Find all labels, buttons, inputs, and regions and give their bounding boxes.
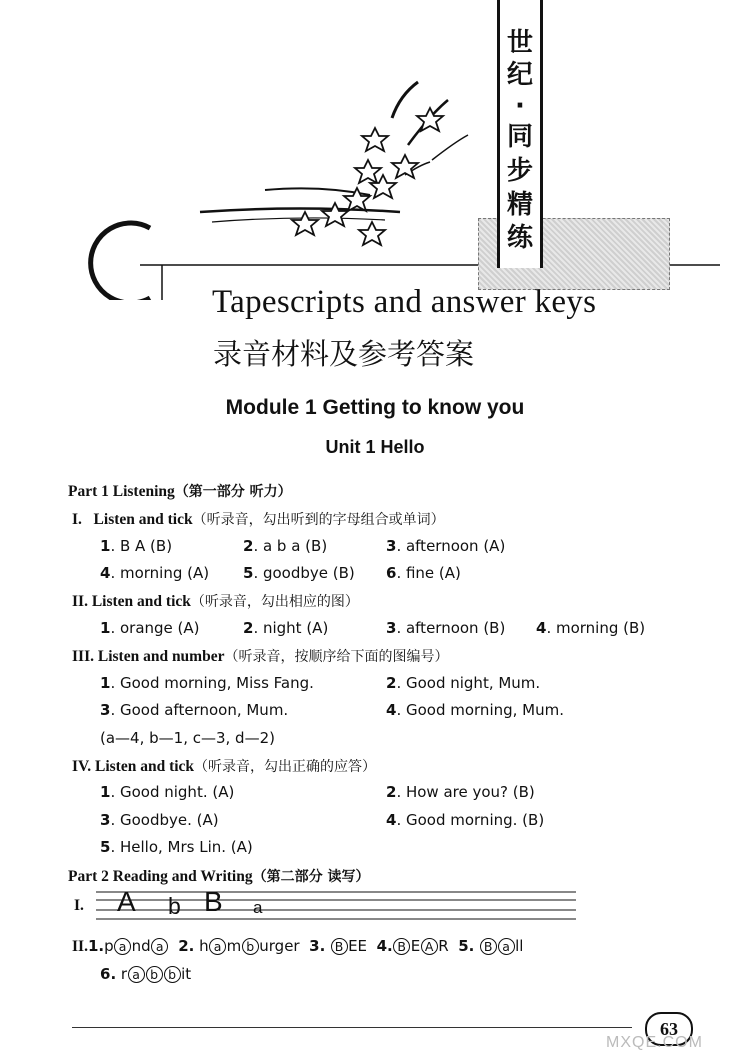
section-instruction: Listen and tick (91, 593, 191, 610)
item-number: 3 (386, 537, 397, 555)
item-number: 1 (100, 783, 111, 801)
item-number: 4 (100, 564, 111, 582)
handwritten-letter: b (168, 893, 181, 919)
answer-text: . Good morning. (B) (396, 811, 545, 829)
star (292, 212, 318, 235)
answer-row (100, 537, 172, 555)
answer-row (100, 564, 209, 582)
circled-letter: b (164, 966, 181, 983)
section-roman: IV. (72, 758, 92, 775)
answer-text: . Good afternoon, Mum. (110, 701, 289, 719)
banner-char: 精 (506, 190, 533, 220)
circled-letter: b (242, 938, 259, 955)
answer-row (386, 619, 505, 637)
section-2-heading (72, 591, 359, 611)
item-number: 4 (386, 701, 397, 719)
section-instruction-cn: （听录音，勾出相应的图） (190, 594, 359, 610)
circled-letter: B (480, 938, 497, 955)
item-number: 3 (100, 811, 111, 829)
banner-char: · (515, 91, 525, 121)
answer-text: . afternoon (B) (396, 619, 506, 637)
writing-2-row: II.1.p a nd a 2. h a m b urger 3. B EE 4. B E A R 5. B a ll (72, 937, 524, 955)
answer-text: . B A (B) (110, 537, 173, 555)
answer-row (100, 783, 234, 801)
item-number: 5 (100, 838, 111, 856)
star (362, 128, 388, 151)
c-arc (91, 223, 150, 300)
writing-2-row: 6. r a b b it (100, 965, 192, 983)
circled-letter: a (209, 938, 226, 955)
part2-label: Part 2 Reading and Writing (68, 868, 253, 885)
handwritten-letter: a (253, 898, 263, 917)
banner-char: 同 (506, 122, 533, 152)
banner-char: 练 (506, 223, 533, 253)
section-4-heading (72, 756, 376, 776)
section-1-heading (72, 509, 445, 529)
answer-row (243, 537, 327, 555)
side-banner (497, 0, 543, 268)
answer-row (100, 811, 219, 829)
section-instruction-cn: （听录音，按顺序给下面的图编号） (224, 649, 449, 665)
item-number: 4 (536, 619, 547, 637)
circled-letter: a (128, 966, 145, 983)
item-number: 4 (386, 811, 397, 829)
item-number: 6 (100, 965, 111, 983)
star (359, 222, 385, 245)
watermark: MXQE.COM (606, 1034, 703, 1051)
section-roman: III. (72, 648, 94, 665)
answer-text: . fine (A) (396, 564, 461, 582)
item-number: 3 (309, 937, 320, 955)
answer-text: . Good night, Mum. (396, 674, 541, 692)
answer-row (386, 811, 544, 829)
answer-text: . a b a (B) (253, 537, 328, 555)
item-number: 1 (100, 537, 111, 555)
page-number: 63 (645, 1012, 693, 1046)
item-number: 1 (87, 937, 99, 955)
star (322, 203, 348, 226)
item-number: 3 (100, 701, 111, 719)
part1-heading (68, 481, 292, 501)
answer-row (386, 783, 535, 801)
answer-text: . Goodbye. (A) (110, 811, 219, 829)
answer-text: . morning (A) (110, 564, 210, 582)
section-instruction-cn: （听录音，勾出听到的字母组合或单词） (192, 512, 445, 528)
answer-text: . orange (A) (110, 619, 200, 637)
circled-letter: B (393, 938, 410, 955)
section-3-heading (72, 646, 448, 666)
section-instruction: Listen and tick (93, 511, 193, 528)
circled-letter: a (498, 938, 515, 955)
item-number: 1 (100, 619, 111, 637)
answer-row (536, 619, 645, 637)
answer-text: . morning (B) (546, 619, 646, 637)
handwritten-letter: B (204, 886, 223, 917)
item-number: 2 (386, 783, 397, 801)
answer-row (386, 537, 505, 555)
page-subtitle: 录音材料及参考答案 (213, 337, 475, 371)
star (355, 160, 381, 183)
unit-title: Unit 1 Hello (325, 437, 425, 457)
circled-letter: a (151, 938, 168, 955)
item-number: 3 (386, 619, 397, 637)
section-instruction: Listen and number (97, 648, 225, 665)
part2-cn: （第二部分 读写） (252, 869, 370, 885)
answer-text: . Good morning, Mum. (396, 701, 565, 719)
answer-text: . night (A) (253, 619, 329, 637)
circled-letter: A (421, 938, 438, 955)
answer-row (386, 701, 564, 719)
answer-text: . Good night. (A) (110, 783, 235, 801)
answer-text: . Hello, Mrs Lin. (A) (110, 838, 253, 856)
circled-letter: B (331, 938, 348, 955)
part1-label: Part 1 Listening (68, 483, 175, 500)
answer-text: . Good morning, Miss Fang. (110, 674, 314, 692)
circled-letter: b (146, 966, 163, 983)
answer-text: . afternoon (A) (396, 537, 506, 555)
item-number: 5 (243, 564, 254, 582)
section-instruction: Listen and tick (94, 758, 195, 775)
section-roman: II. (72, 593, 88, 610)
item-number: 4 (376, 937, 388, 955)
handwritten-letter: A (117, 886, 136, 917)
banner-char: 纪 (506, 60, 533, 90)
circled-letter: a (114, 938, 131, 955)
part1-cn: （第一部分 听力） (174, 484, 292, 500)
item-number: 2 (178, 937, 189, 955)
answer-key-pairs: (a—4, b—1, c—3, d—2) (100, 729, 275, 747)
part2-heading (68, 866, 369, 886)
banner-char: 世 (506, 28, 533, 58)
writing-2-roman: II. (72, 938, 88, 955)
answer-row (386, 564, 461, 582)
answer-row (100, 838, 253, 856)
answer-text: . goodbye (B) (253, 564, 355, 582)
answer-row (100, 701, 288, 719)
answer-text: . How are you? (B) (396, 783, 535, 801)
item-number: 2 (243, 537, 254, 555)
item-number: 2 (386, 674, 397, 692)
writing-1-roman: I. (74, 897, 84, 914)
answer-row (243, 619, 328, 637)
module-title: Module 1 Getting to know you (225, 396, 525, 419)
section-roman: I. (72, 511, 82, 528)
item-number: 1 (100, 674, 111, 692)
answer-row (100, 674, 314, 692)
banner-char: 步 (506, 156, 533, 186)
item-number: 5 (458, 937, 469, 955)
item-number: 6 (386, 564, 397, 582)
section-instruction-cn: （听录音，勾出正确的应答） (194, 759, 377, 775)
answer-row (100, 619, 200, 637)
page-title: Tapescripts and answer keys (212, 284, 597, 320)
answer-row (386, 674, 540, 692)
item-number: 2 (243, 619, 254, 637)
answer-row (243, 564, 355, 582)
footer-rule (72, 1027, 632, 1028)
